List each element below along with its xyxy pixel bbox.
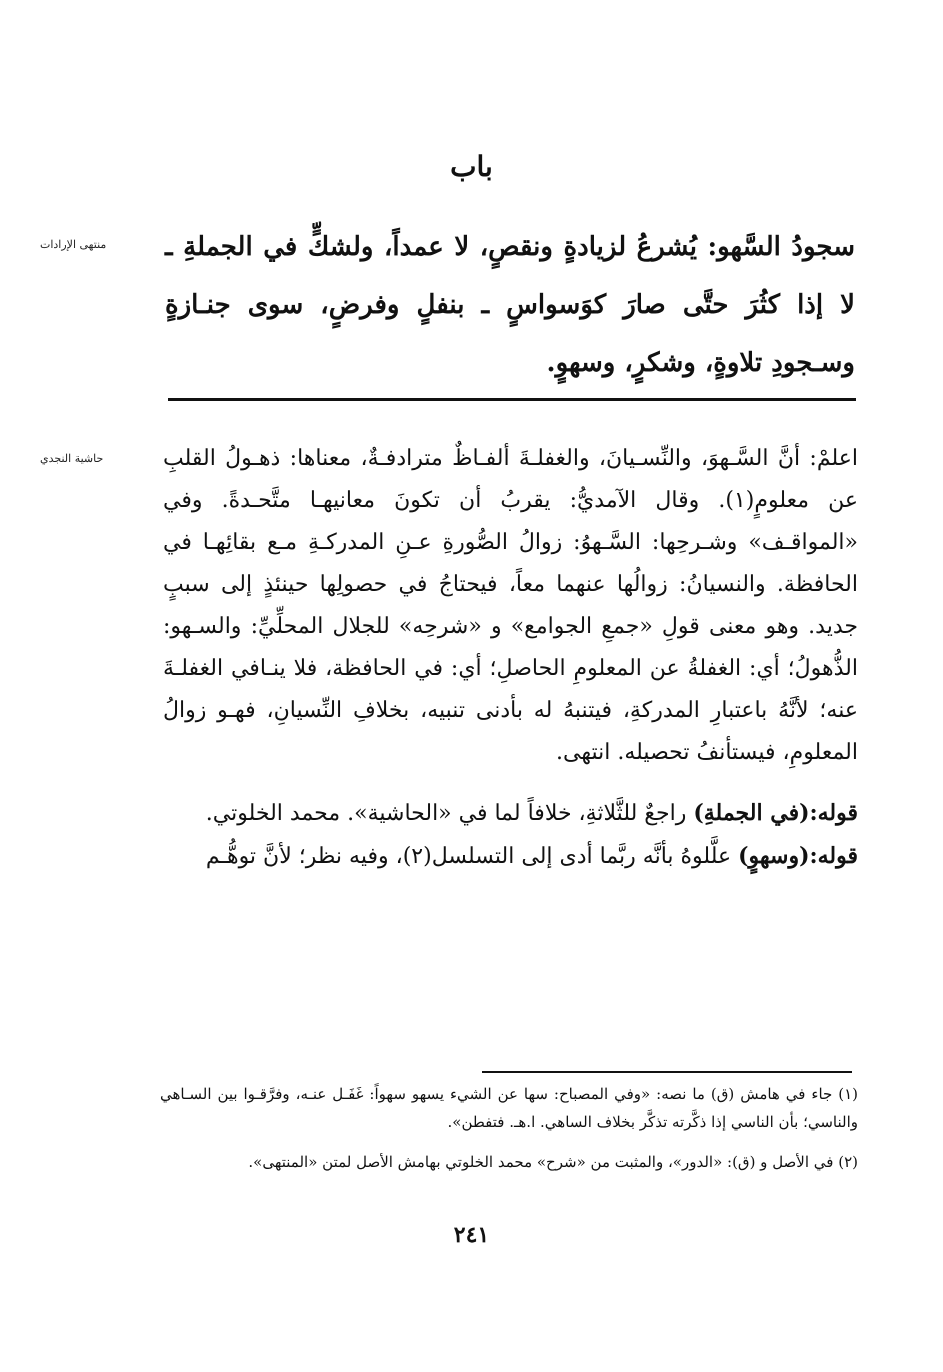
matn-text	[165, 218, 855, 392]
side-label-matn: منتهى الإرادات	[40, 238, 107, 251]
footnote-1: (١) جاء في هامش (ق) ما نصه: «وفي المصباح: سها عن الشيء يسهو سهواً: غَفَـل عنـه، وفرَّقـوا بين السـاهي والناسي؛ بأن الناسي إذا ذكَّرته تذكَّر بخلاف الساهي. ا.هـ. فتفطن».	[160, 1085, 858, 1131]
quote-paragraph-2	[163, 835, 858, 878]
sharh-text	[163, 438, 858, 878]
quote-text-1: راجعٌ للثَّلاثةِ، خلافاً لما في «الحاشية». محمد الخلوتي.	[205, 801, 694, 826]
chapter-title: باب	[450, 150, 493, 183]
page-number: ٢٤١	[453, 1222, 490, 1248]
quote-label-2: قوله:(وسهوٍ)	[738, 843, 858, 869]
footnote-divider	[482, 1071, 852, 1073]
matn-lead: سجودُ السَّهو:	[707, 232, 855, 262]
side-label-sharh: حاشية النجدي	[40, 452, 104, 465]
quote-paragraph-1	[163, 792, 858, 835]
quote-text-2: علَّلوهُ بأنَّه ربَّما أدى إلى التسلسل(٢)، وفيه نظر؛ لأنَّ توهُّـم	[205, 844, 739, 869]
quote-label-1: قوله:(في الجملةِ)	[693, 800, 858, 826]
matn-body: يُشرعُ لزيادةٍ ونقصٍ، لا عمداً، ولشكٍّ في الجملةِ ـ لا إذا كثُرَ حتَّى صارَ كوَسواسٍ ـ بنفلٍ وفرضٍ، سوى جنـازةٍ وسـجودِ تلاوةٍ، وشكرٍ، وسهوٍ.	[165, 232, 855, 378]
footnotes	[160, 1080, 858, 1176]
footnote-2: (٢) في الأصل و (ق): «الدور»، والمثبت من «شرح» محمد الخلوتي بهامش الأصل لمتن «المنتهى».	[248, 1153, 858, 1171]
sharh-paragraph: اعلمْ: أنَّ السَّـهوَ، والنِّسـيانَ، والغفلـةَ ألفـاظٌ مترادفـةٌ، معناها: ذهـولُ القلبِ عن معلومٍ(١). وقال الآمديُّ: يقربُ أن تكونَ معانيهـا متَّحـدةً. وفي «المواقـف» وشـرحِها: السَّـهوُ: زوالُ الصُّورةِ عـنِ المدركـةِ مـع بقائِهـا في الحافظة. والنسيانُ: زوالُها عنهما معاً، فيحتاجُ في حصولِها حينئذٍ إلى سببٍ جديد. وهو معنى قولِ «جمعِ الجوامع» و «شرحِه» للجلال المحلِّيِّ: والسـهو: الذُّهولُ؛ أي: الغفلةُ عن المعلومِ الحاصلِ؛ أي: في الحافظة، فلا ينـافي الغفلـةَ عنه؛ لأنَّهُ باعتبارِ المدركةِ، فيتنبهُ له بأدنى تنبيه، بخلافِ النِّسيانِ، فهـو زوالُ المعلومِ، فيستأنفُ تحصيله. انتهى.	[163, 446, 858, 765]
main-divider	[168, 398, 856, 401]
